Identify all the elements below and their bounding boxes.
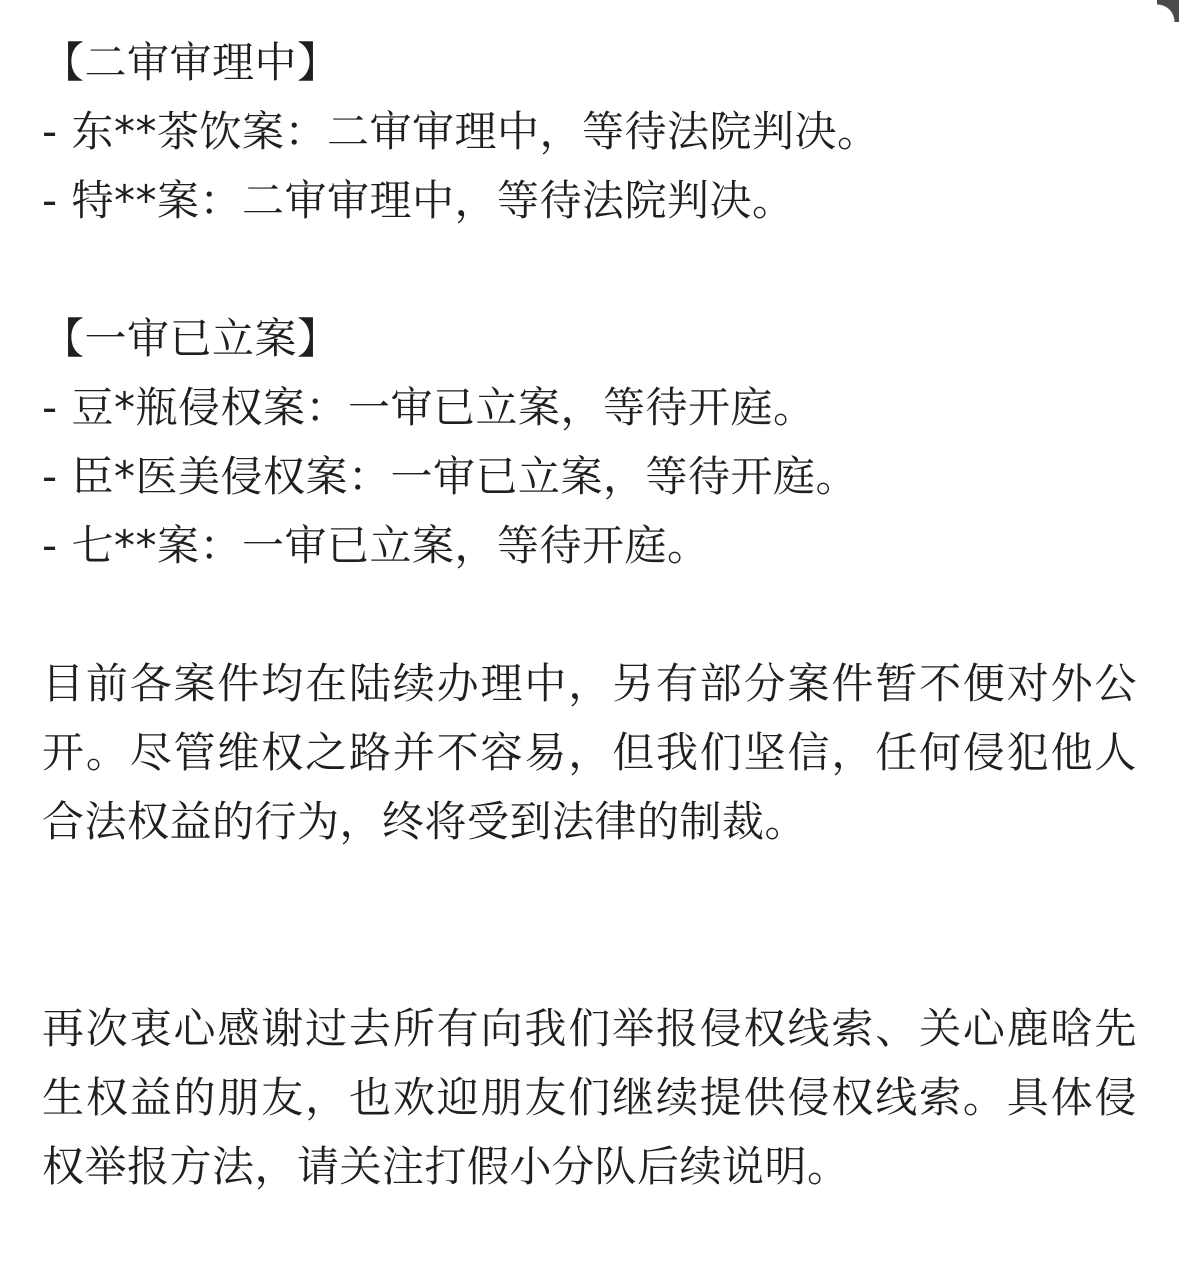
thanks-paragraph: 再次衷心感谢过去所有向我们举报侵权线索、关心鹿晗先生权益的朋友，也欢迎朋友们继续提供侵权线索。具体侵权举报方法，请关注打假小分队后续说明。 [42, 1004, 1137, 1191]
spacer [42, 235, 1137, 304]
case-item: - 臣*医美侵权案：一审已立案，等待开庭。 [42, 452, 859, 501]
article-body [42, 28, 1137, 1270]
spacer [42, 580, 1137, 649]
section-heading-second-trial: 【二审审理中】 [42, 38, 340, 87]
case-item: - 豆*瓶侵权案：一审已立案，等待开庭。 [42, 383, 816, 432]
case-item: - 特**案：二审审理中，等待法院判决。 [42, 176, 795, 225]
section-heading-first-trial: 【一审已立案】 [42, 314, 340, 363]
window-corner [1157, 0, 1179, 22]
spacer [42, 925, 1137, 994]
case-item: - 七**案：一审已立案，等待开庭。 [42, 521, 710, 570]
status-paragraph: 目前各案件均在陆续办理中，另有部分案件暂不便对外公开。尽管维权之路并不容易，但我们坚信，任何侵犯他人合法权益的行为，终将受到法律的制裁。 [42, 659, 1137, 846]
case-item: - 东**茶饮案：二审审理中，等待法院判决。 [42, 107, 880, 156]
